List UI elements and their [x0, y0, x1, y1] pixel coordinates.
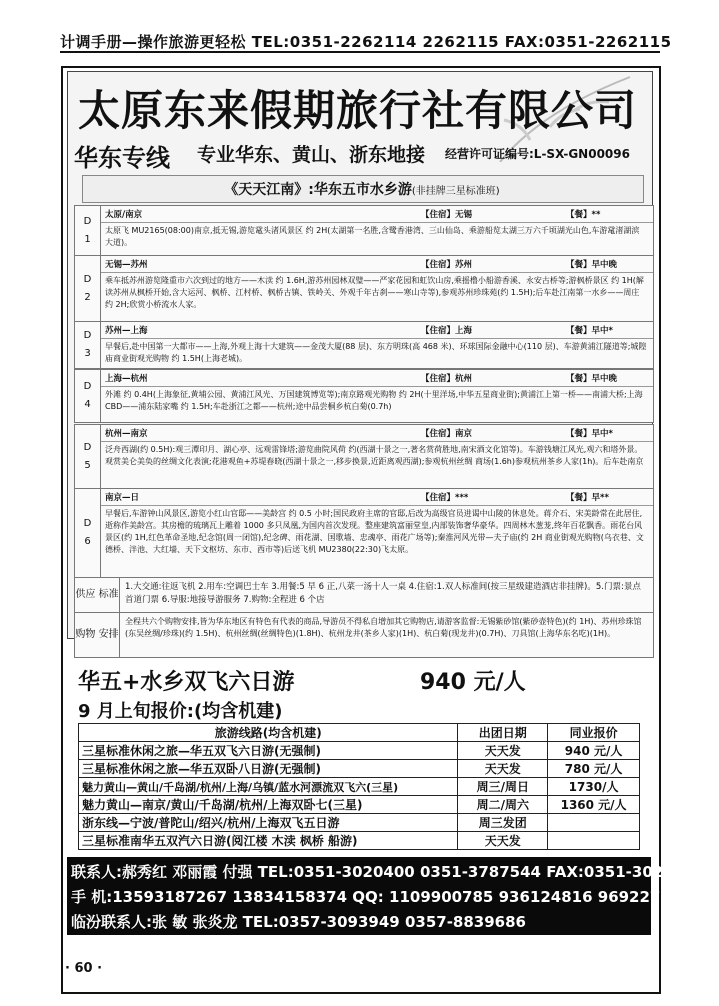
license-number: 经营许可证编号:L-SX-GN00096 [445, 147, 630, 161]
day-route: 无锡—苏州 [105, 260, 148, 270]
day-body: 早餐后,赴中国第一大都市——上海,外观上海十大建筑——金茂大厦(88 层)、东方明珠(高 468 米)、环球国际金融中心(110 层)、车游黄浦江隧道等;城隍庙商业街观光购物 约 1.5H(上海老城)。 [105, 342, 647, 363]
day-route: 杭州—南京 [105, 429, 148, 439]
route-cell: 魅力黄山—南京/黄山/千岛湖/杭州/上海双卧七(三星) [79, 796, 458, 814]
table-row [79, 778, 640, 796]
day-body: 乘车抵苏州游览隆重市六次到过的地方——木渎 约 1.6H,游苏州园林双璧——严家花园和虹饮山房,乘摇橹小船游香溪、永安古桥等;游枫桥景区 约 1H(解读苏州从枫桥开始,含大运河、枫桥、江村桥、枫桥古镇、铁岭关、外观千年古刹——寒山寺等),参观苏州珍珠苑(约 1.5H);后车赴江南第一水乡——周庄 约 2H;欣赏小桥流水人家。 [105, 276, 644, 309]
day-hotel: 【住宿】南京 [421, 429, 473, 439]
day-body: 外滩 约 0.4H(上海象征,黄埔公园、黄浦江风光、万国建筑博览等);南京路观光购物 约 2H(十里洋场,中华五星商业街);黄浦江上第一桥——南浦大桥;上海 CBD——浦东陆家嘴 约 1.5H;车赴浙江之都——杭州;途中品尝桐乡杭白菊(0.7h) [105, 390, 643, 411]
day-route: 南京—日 [105, 493, 140, 503]
contact-row-2: 手 机:13593187267 13834158374 QQ: 1109900785 936124816 969227353 [71, 888, 692, 906]
price-cell: 940 元/人 [548, 742, 640, 760]
day-hotel: 【住宿】上海 [421, 326, 473, 336]
day-5 [74, 424, 654, 490]
day-2 [74, 255, 654, 323]
company-name: 太原东来假期旅行社有限公司 [78, 86, 638, 135]
day-hotel: 【住宿】杭州 [421, 374, 473, 384]
header-price: 同业报价 [548, 724, 640, 742]
price-cell: 780 元/人 [548, 760, 640, 778]
tour-title [82, 179, 642, 199]
route-cell: 三星标准休闲之旅—华五双飞六日游(无强制) [79, 742, 458, 760]
day-label: D 4 [75, 370, 101, 422]
day-hotel: 【住宿】苏州 [421, 260, 473, 270]
supply-standard-body: 1.大交通:往返飞机 2.用车:空调巴士车 3.用餐:5 早 6 正,八菜一汤十人一桌 4.住宿:1.双人标准间(按三星级建造酒店非挂牌)。5.门票:景点首道门票 6.导服:地接导游服务 7.购物:全程进 6 个店 [125, 582, 641, 605]
table-row [79, 742, 640, 760]
day-meal: 【餐】早** [566, 493, 609, 503]
header-text: 计调手册—操作旅游更轻松 TEL:0351-2262114 2262115 FAX:0351-2262115 [60, 33, 672, 51]
route-cell: 浙东线—宁波/普陀山/绍兴/杭州/上海双飞五日游 [79, 814, 458, 832]
day-body: 泛舟西湖(约 0.5H):观三潭印月、湖心亭、远观雷锋塔;游览曲院风荷 约(西湖十景之一,著名赏荷胜地,南宋酒文化馆等)。车游钱塘江风光,观六和塔外景。观赏美仑美奂的丝绸文化表演;花港观鱼+苏堤春晓(西湖十景之一,移步换景,近距离观西湖);参观杭州丝绸 商场(1.6h)参观杭州茶乡人家(1h)。后车赴南京 [105, 445, 644, 466]
day-hotel: 【住宿】*** [421, 493, 469, 503]
tour-title-text: 《天天江南》:华东五市水乡游 [224, 182, 412, 198]
day-4 [74, 369, 654, 423]
price-title: 华五+水乡双飞六日游 [78, 670, 295, 695]
price-cell: 1360 元/人 [548, 796, 640, 814]
date-cell: 周三发团 [458, 814, 548, 832]
tour-title-note: (非挂牌三星标准班) [411, 186, 500, 197]
price-table [78, 723, 640, 850]
day-route: 太原/南京 [105, 210, 143, 220]
day-meal: 【餐】早中晚 [566, 260, 618, 270]
supply-standard-label: 供应 标准 [75, 578, 120, 612]
line-specialty: 专业华东、黄山、浙东地接 [197, 144, 426, 166]
table-header-row [79, 724, 640, 742]
page-number: · 60 · [65, 961, 103, 976]
day-label: D 3 [75, 322, 101, 368]
day-body: 早餐后,车游钟山风景区,游览小红山官邸——美龄宫 约 0.5 小时;国民政府主席的官邸,后改为高级官员进谒中山陵的休息处。蒋介石、宋美龄常在此居住,逝称作美龄宫。其房檐的琉璃瓦上雕着 1000 多只凤凰,为国内首次发现。整座建筑富丽堂皇,内部装饰奢华豪华。四周林木葱茏,终年百花飘香。雨花台风景区(约 1H,红色革命圣地,纪念馆(周一闭馆),纪念碑、雨花湖、国歌墙、忠魂亭、雨花广场等);秦淮河风光带—夫子庙(约 2H 商业街观光购物(乌衣巷、文德桥、泮池、大红墙、天下文枢坊、东市、西市等)后送飞机 MU2380(22:30)飞太原。 [105, 509, 644, 554]
day-meal: 【餐】早中* [566, 429, 613, 439]
day-header [101, 370, 653, 387]
day-label: D 5 [75, 425, 101, 489]
day-header [101, 425, 653, 442]
route-cell: 魅力黄山—黄山/千岛湖/杭州/上海/乌镇/蓝水河漂流双飞六(三星) [79, 778, 458, 796]
day-meal: 【餐】** [566, 210, 601, 220]
day-6 [74, 488, 654, 578]
date-cell: 天天发 [458, 742, 548, 760]
day-meal: 【餐】早中晚 [566, 374, 618, 384]
header-rule [60, 51, 660, 53]
date-cell: 天天发 [458, 760, 548, 778]
day-label: D 6 [75, 489, 101, 577]
day-meal: 【餐】早中* [566, 326, 613, 336]
date-cell: 周三/周日 [458, 778, 548, 796]
shopping-arrangement [74, 612, 654, 658]
day-header [101, 206, 653, 223]
header-date: 出团日期 [458, 724, 548, 742]
route-cell: 三星标准南华五双汽六日游(阅江楼 木渎 枫桥 船游) [79, 832, 458, 850]
header-route: 旅游线路(均含机建) [79, 724, 458, 742]
table-row [79, 814, 640, 832]
supply-standard [74, 577, 654, 613]
table-row [79, 760, 640, 778]
price-value: 940 元/人 [420, 670, 526, 695]
contact-row-3: 临汾联系人:张 敏 张炎龙 TEL:0357-3093949 0357-8839686 [71, 913, 526, 931]
day-label: D 1 [75, 206, 101, 256]
day-header [101, 256, 653, 273]
price-subtitle: 9 月上旬报价:(均含机建) [78, 701, 283, 722]
table-row [79, 796, 640, 814]
contact-bar [67, 857, 705, 935]
price-cell [548, 814, 640, 832]
line-title: 华东专线 [74, 144, 170, 172]
shopping-body: 全程共六个购物安排,皆为华东地区有特色有代表的商品,导游员不得私自增加其它购物店,请游客监督:无锡紫砂馆(紫砂壶特色)(约 1H)、苏州珍珠馆(东吴丝绸/珍珠)(约 1.5H)、杭州丝绸(丝绸特色)(1.8H)、杭州龙井(茶乡人家)(1H)、杭白菊(现龙井)(0.7H)、刀具馆(上海华东名吃)(1H)。 [125, 617, 642, 638]
price-cell [548, 832, 640, 850]
contact-row-1: 联系人:郝秀红 邓丽霞 付强 TEL:0351-3020400 0351-3787544 FAX:0351-3020500 [71, 863, 705, 881]
day-hotel: 【住宿】无锡 [421, 210, 473, 220]
day-route: 苏州—上海 [105, 326, 148, 336]
day-header [101, 489, 653, 506]
date-cell: 周二/周六 [458, 796, 548, 814]
price-cell: 1730/人 [548, 778, 640, 796]
day-3 [74, 321, 654, 369]
shopping-label: 购物 安排 [75, 613, 120, 657]
day-label: D 2 [75, 256, 101, 322]
day-header [101, 322, 653, 339]
day-body: 太原飞 MU2165(08:00)南京,抵无锡,游览鼋头渚风景区 约 2H(太湖第一名胜,含鹭香港湾、三山仙岛、乘游船览太湖三万六千顷湖光山色,车游鼋渚湖滨大道)。 [105, 226, 640, 247]
date-cell: 天天发 [458, 832, 548, 850]
table-row [79, 832, 640, 850]
day-route: 上海—杭州 [105, 374, 148, 384]
route-cell: 三星标准休闲之旅—华五双卧八日游(无强制) [79, 760, 458, 778]
day-1 [74, 205, 654, 257]
